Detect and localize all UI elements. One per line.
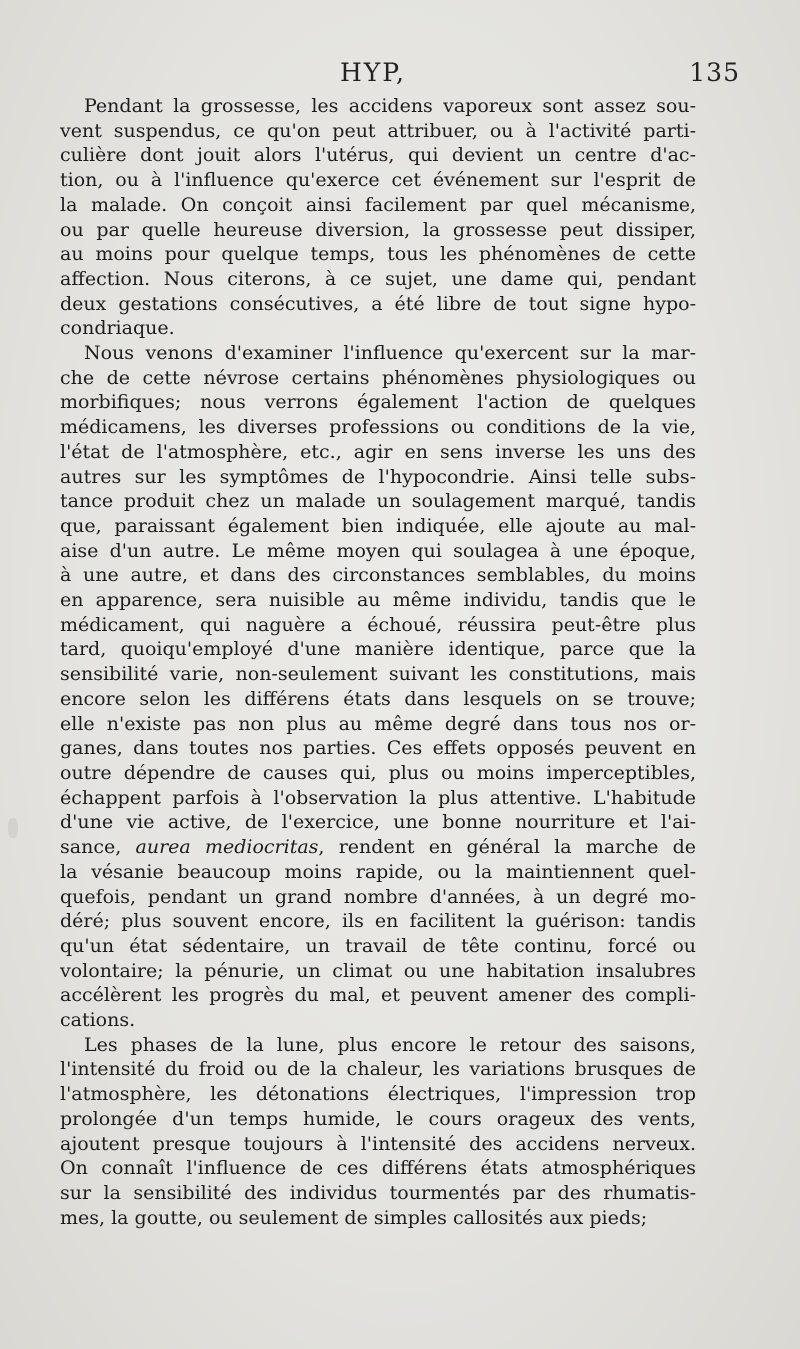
text-line: sensibilité varie, non-seulement suivant les constitutions, mais — [60, 663, 696, 686]
text-line: ajoutent presque toujours à l'intensité des accidens nerveux. — [60, 1132, 696, 1155]
text-line: l'intensité du froid ou de la chaleur, les variations brusques de — [60, 1058, 696, 1081]
text-line: cations. — [60, 1009, 136, 1032]
text-line: Nous venons d'examiner l'influence qu'exercent sur la mar- — [84, 342, 696, 365]
text-line: autres sur les symptômes de l'hypocondrie. Ainsi telle subs- — [60, 465, 696, 488]
text-line: culière dont jouit alors l'utérus, qui devient un centre d'ac- — [60, 144, 696, 167]
text-line: échappent parfois à l'observation la plus attentive. L'habitude — [60, 786, 696, 809]
text-line: Pendant la grossesse, les accidens vaporeux sont assez sou- — [84, 95, 696, 117]
text-line: en apparence, sera nuisible au même individu, tandis que le — [60, 589, 696, 612]
text-line: que, paraissant également bien indiquée, elle ajoute au mal- — [60, 514, 696, 537]
text-line: prolongée d'un temps humide, le cours orageux des vents, — [60, 1107, 696, 1130]
text-line: On connaît l'influence de ces différens états atmosphériques — [60, 1157, 696, 1180]
paper-stain — [8, 818, 18, 838]
text-line: elle n'existe pas non plus au même degré dans tous nos or- — [60, 712, 696, 735]
text-line: encore selon les différens états dans lesquels on se trouve; — [60, 687, 696, 710]
text-line: tance produit chez un malade un soulagement marqué, tandis — [60, 490, 696, 513]
text-line: quefois, pendant un grand nombre d'années, à un degré mo- — [60, 885, 696, 908]
text-line: vent suspendus, ce qu'on peut attribuer, ou à l'activité parti- — [60, 119, 696, 142]
text-line: outre dépendre de causes qui, plus ou moins imperceptibles, — [60, 761, 696, 784]
page-header — [60, 58, 740, 92]
text-line: tion, ou à l'influence qu'exerce cet événement sur l'esprit de — [60, 169, 696, 192]
paragraph — [60, 341, 696, 1033]
text-line: à une autre, et dans des circonstances semblables, du moins — [60, 564, 696, 587]
text-line: sur la sensibilité des individus tourmentés par des rhumatis- — [60, 1181, 696, 1204]
text-line: mes, la goutte, ou seulement de simples callosités aux pieds; — [60, 1206, 648, 1229]
text-line: deux gestations consécutives, a été libre de tout signe hypo- — [60, 292, 696, 315]
text-line: au moins pour quelque temps, tous les phénomènes de cette — [60, 243, 696, 266]
text-line: l'état de l'atmosphère, etc., agir en sens inverse les uns des — [60, 440, 696, 463]
text-line: morbifiques; nous verrons également l'action de quelques — [60, 391, 696, 414]
running-head: HYP, — [340, 58, 407, 87]
text-line: la vésanie beaucoup moins rapide, ou la maintiennent quel- — [60, 860, 696, 883]
text-line: che de cette névrose certains phénomènes physiologiques ou — [60, 366, 696, 389]
text-line: médicament, qui naguère a échoué, réussira peut-être plus — [60, 613, 696, 636]
page-number: 135 — [689, 58, 740, 87]
text-line: condriaque. — [60, 317, 175, 340]
text-line: déré; plus souvent encore, ils en facilitent la guérison: tandis — [60, 910, 696, 933]
text-line — [60, 835, 696, 860]
text-segment: sance, — [60, 836, 136, 859]
text-line: Les phases de la lune, plus encore le retour des saisons, — [84, 1033, 696, 1056]
paragraph — [60, 94, 696, 341]
paragraph — [60, 1033, 696, 1231]
text-line: accélèrent les progrès du mal, et peuvent amener des compli- — [60, 984, 696, 1007]
text-line: ganes, dans toutes nos parties. Ces effets opposés peuvent en — [60, 737, 696, 760]
text-line: ou par quelle heureuse diversion, la grossesse peut dissiper, — [60, 218, 696, 241]
text-segment: , rendent en général la marche de — [318, 836, 696, 859]
text-line: qu'un état sédentaire, un travail de tête continu, forcé ou — [60, 934, 696, 957]
text-line: volontaire; la pénurie, un climat ou une habitation insalubres — [60, 959, 696, 982]
text-line: l'atmosphère, les détonations électriques, l'impression trop — [60, 1083, 696, 1106]
body-text — [60, 94, 696, 1230]
text-line: tard, quoiqu'employé d'une manière identique, parce que la — [60, 638, 696, 661]
text-line: médicamens, les diverses professions ou conditions de la vie, — [60, 416, 696, 439]
text-line: d'une vie active, de l'exercice, une bonne nourriture et l'ai- — [60, 811, 696, 834]
text-line: affection. Nous citerons, à ce sujet, une dame qui, pendant — [60, 267, 696, 290]
italic-phrase: aurea mediocritas — [135, 836, 319, 859]
text-line: aise d'un autre. Le même moyen qui soulagea à une époque, — [60, 539, 696, 562]
text-line: la malade. On conçoit ainsi facilement par quel mécanisme, — [60, 193, 696, 216]
